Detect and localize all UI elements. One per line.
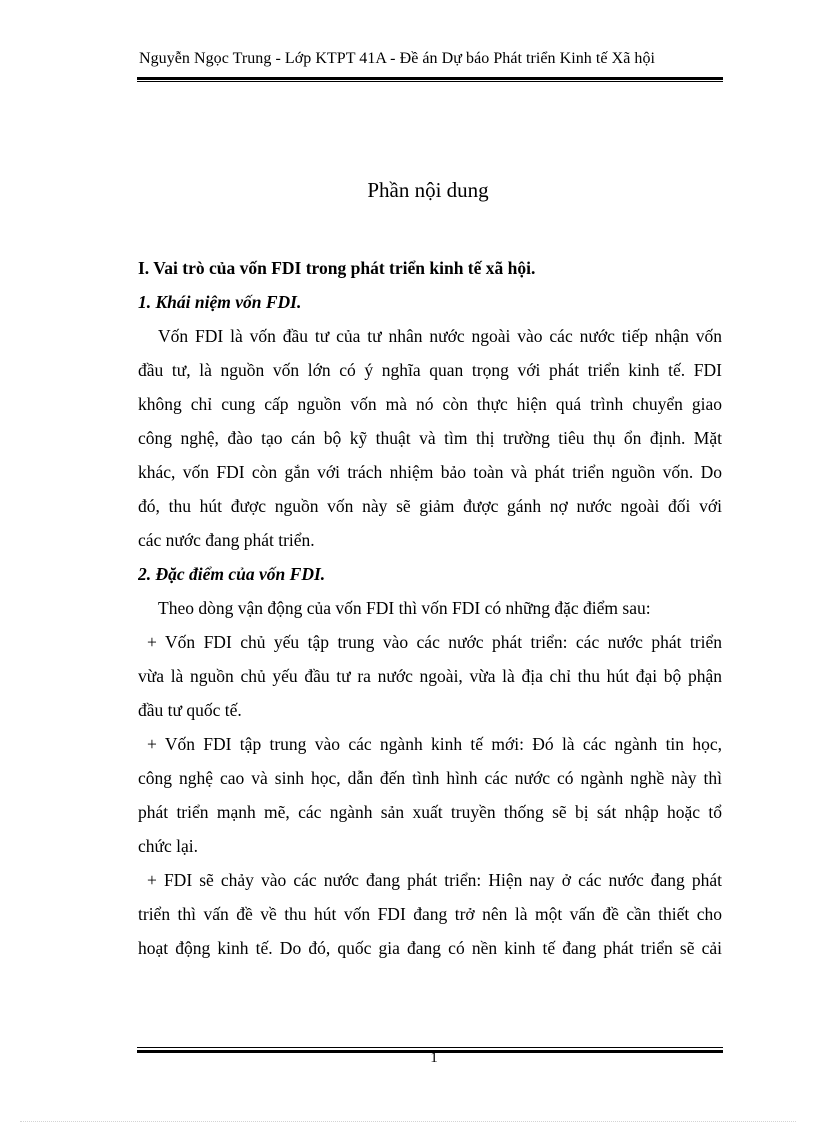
bullet-line: triển thì vấn đề về thu hút vốn FDI đang trở nên là một vấn đề cần thiết cho [138,904,722,924]
footer-rule-thin [137,1047,723,1048]
page-title: Phần nội dung [367,178,489,202]
paragraph-line: công nghệ, đào tạo cán bộ kỹ thuật và tìm thị trường tiêu thụ ổn định. Mặt [138,428,722,448]
bullet-line: + FDI sẽ chảy vào các nước đang phát triển: Hiện nay ở các nước đang phát [147,870,722,890]
bullet-line: hoạt động kinh tế. Do đó, quốc gia đang có nền kinh tế đang phát triển sẽ cải [138,938,722,958]
subsection-heading: 1. Khái niệm vốn FDI. [138,292,302,312]
bullet-line: vừa là nguồn chủ yếu đầu tư ra nước ngoài, vừa là địa chỉ thu hút đại bộ phận [138,666,722,686]
bullet-line: công nghệ cao và sinh học, dẫn đến tình hình các nước có ngành nghề này thì [138,768,722,788]
paragraph-line: Theo dòng vận động của vốn FDI thì vốn FDI có những đặc điểm sau: [158,598,651,618]
running-header: Nguyễn Ngọc Trung - Lớp KTPT 41A - Đề án Dự báo Phát triển Kinh tế Xã hội [139,50,655,67]
bullet-line: + Vốn FDI chủ yếu tập trung vào các nước phát triển: các nước phát triển [147,632,722,652]
bullet-line: + Vốn FDI tập trung vào các ngành kinh tế mới: Đó là các ngành tin học, [147,734,722,754]
page-edge-divider [20,1121,796,1122]
paragraph-line: đầu tư, là nguồn vốn lớn có ý nghĩa quan trọng với phát triển kinh tế. FDI [138,360,722,380]
bullet-line: phát triển mạnh mẽ, các ngành sản xuất truyền thống sẽ bị sát nhập hoặc tổ [138,802,722,822]
section-heading: I. Vai trò của vốn FDI trong phát triển kinh tế xã hội. [138,258,536,278]
subsection-heading: 2. Đặc điểm của vốn FDI. [138,564,326,584]
paragraph-line: Vốn FDI là vốn đầu tư của tư nhân nước ngoài vào các nước tiếp nhận vốn [158,326,722,346]
page-number: 1 [430,1050,438,1066]
header-rule [137,77,723,80]
header-rule-thin [137,81,723,82]
document-body [138,251,722,965]
paragraph-line: không chỉ cung cấp nguồn vốn mà nó còn thực hiện quá trình chuyển giao [138,394,722,414]
paragraph-line: các nước đang phát triển. [138,530,315,550]
bullet-line: chức lại. [138,836,199,856]
paragraph-line: đó, thu hút được nguồn vốn này sẽ giảm được gánh nợ nước ngoài đối với [138,496,722,516]
paragraph-line: khác, vốn FDI còn gắn với trách nhiệm bảo toàn và phát triển nguồn vốn. Do [138,462,722,482]
bullet-line: đầu tư quốc tế. [138,700,242,720]
